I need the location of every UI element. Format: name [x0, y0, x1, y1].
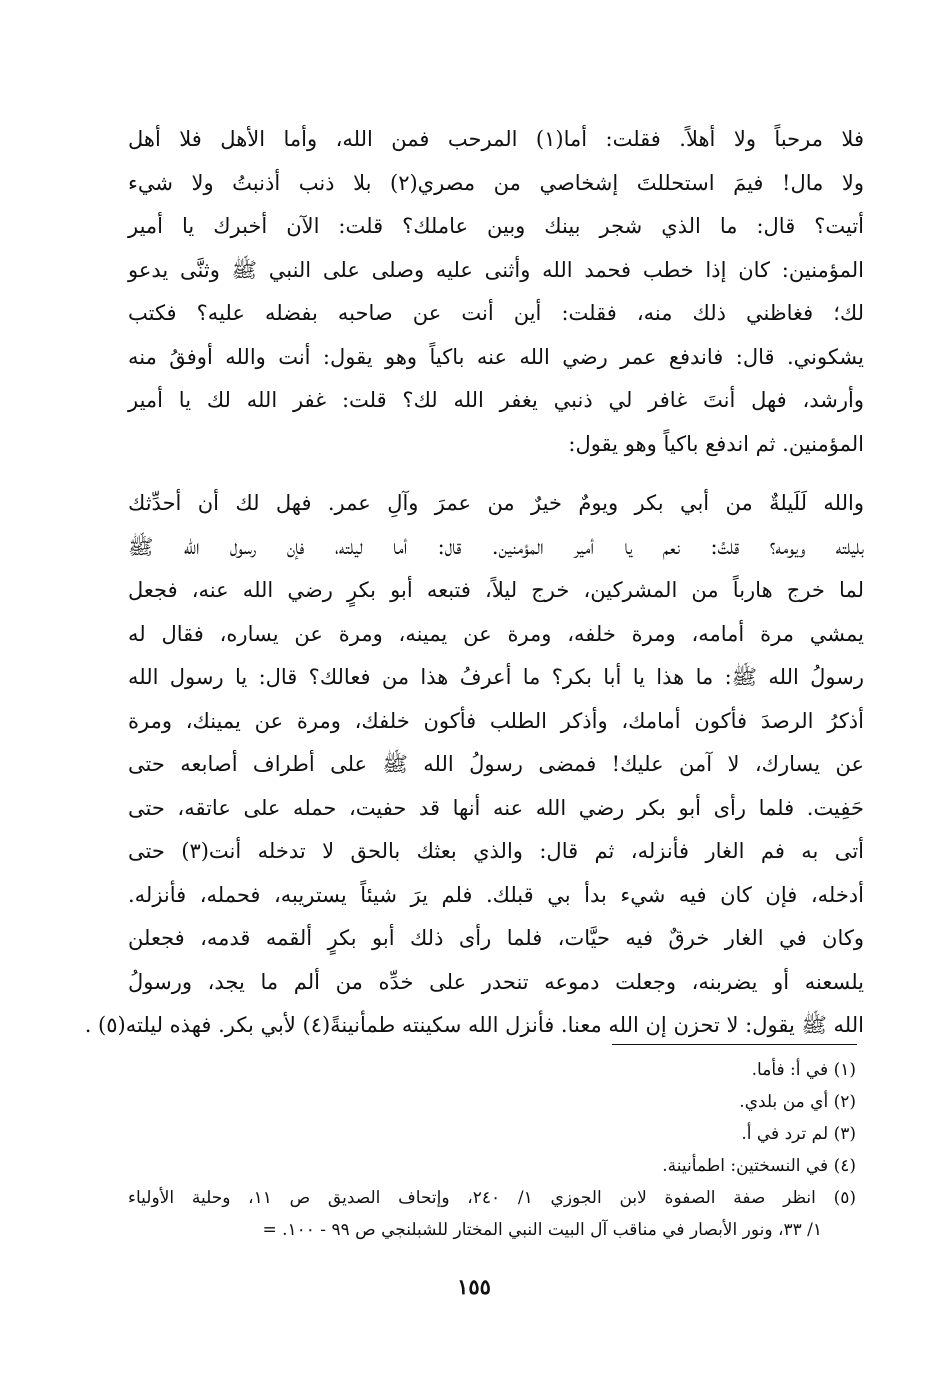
footnote-continuation: ١/ ٣٣، ونور الأبصار في مناقب آل البيت النبي المختار للشبلنجي ص ٩٩ - ١٠٠. =: [262, 1220, 822, 1240]
main-text: [84, 118, 865, 1048]
footnote-item: (٥) انظر صفة الصفوة لابن الجوزي ١/ ٢٤٠، وإتحاف الصديق ص ١١، وحلية الأولياء: [128, 1188, 857, 1208]
text-line: عن يسارك، لا آمن عليك! فمضى رسولُ الله ﷺ على أطراف أصابعه حتى: [128, 752, 864, 776]
text-line: أدخله، فإن كان فيه شيء بدأ بي قبلك. فلم يرَ شيئاً يستريبه، فحمله، فأنزله.: [128, 882, 864, 907]
text-line: أتيت؟ قال: ما الذي شجر بينك وبين عاملك؟ قلت: الآن أخبرك يا أمير: [128, 214, 864, 238]
text-line: يشكوني. قال: فاندفع عمر رضي الله عنه باكياً وهو يقول: أنت والله أوفقُ منه: [128, 344, 864, 369]
page-number: ١٥٥: [457, 1274, 491, 1299]
footnote-divider: [612, 1044, 857, 1045]
text-line: الله ﷺ يقول: لا تحزن إن الله معنا. فأنزل الله سكينته طمأنينةً(٤) لأبي بكر. فهذه ليلته(٥) .: [84, 1013, 864, 1037]
text-line: فلا مرحباً ولا أهلاً. فقلت: أما(١) المرحب فمن الله، وأما الأهل فلا أهل: [128, 127, 864, 151]
text-line: حَفِيت. فلما رأى أبو بكر رضي الله عنه أنها قد حفيت، حمله على عاتقه، حتى: [128, 795, 864, 820]
text-line: وأرشد، فهل أنتَ غافر لي ذنبي يغفر الله لك؟ قلت: غفر الله لك يا أمير: [128, 388, 864, 412]
text-line: لما خرج هارباً من المشركين، خرج ليلاً، فتبعه أبو بكرٍ رضي الله عنه، فجعل: [128, 578, 864, 602]
text-line: ولا مال! فيمَ استحللتَ إشخاصي من مصري(٢) بلا ذنب أذنبتُ ولا شيء: [128, 170, 865, 195]
footnotes: [128, 1054, 856, 1246]
text-line: يمشي مرة أمامه، ومرة خلفه، ومرة عن يمينه، ومرة عن يساره، فقال له: [128, 621, 864, 646]
text-line: وكان في الغار خرقٌ فيه حيَّات، فلما رأى ذلك أبو بكرٍ ألقمه قدمه، فجعلن: [128, 926, 864, 950]
text-line: أتى به فم الغار فأنزله، ثم قال: والذي بعثك بالحق لا تدخله أنت(٣) حتى: [128, 839, 864, 863]
text-line: أذكرُ الرصدَ فأكون أمامك، وأذكر الطلب فأكون خلفك، ومرة عن يمينك، ومرة: [128, 708, 864, 733]
paragraph-gap: [128, 466, 864, 482]
text-line: يلسعنه أو يضربنه، وجعلت دموعه تنحدر على خدِّه من ألم ما يجد، ورسولُ: [128, 969, 864, 994]
footnote-item: (١) في أ: فأما.: [751, 1060, 856, 1080]
text-line: المؤمنين: كان إذا خطب فحمد الله وأثنى عليه وصلى على النبي ﷺ وثنَّى يدعو: [128, 257, 864, 282]
text-line: لك؛ فغاظني ذلك منه، فقلت: أين أنت عن صاحبه بفضله عليه؟ فكتب: [128, 301, 864, 325]
footnote-item: (٢) أي من بلدي.: [739, 1092, 856, 1112]
text-line: والله لَلَيلةٌ من أبي بكر ويومٌ خيرٌ من عمرَ وآلِ عمر. فهل لك أن أحدِّثك: [128, 491, 864, 515]
footnote-item: (٣) لم ترد في أ.: [741, 1124, 856, 1144]
text-line: بليلته ويومه؟ قلتُ: نعم يا أمير المؤمنين. قال: أما ليلته، فإن رسول الله ﷺ: [128, 534, 864, 559]
text-line: رسولُ الله ﷺ: ما هذا يا أبا بكر؟ ما أعرفُ هذا من فعالك؟ قال: يا رسول الله: [128, 665, 864, 689]
footnote-item: (٤) في النسختين: اطمأنينة.: [662, 1156, 856, 1176]
text-line: المؤمنين. ثم اندفع باكياً وهو يقول:: [568, 431, 864, 456]
